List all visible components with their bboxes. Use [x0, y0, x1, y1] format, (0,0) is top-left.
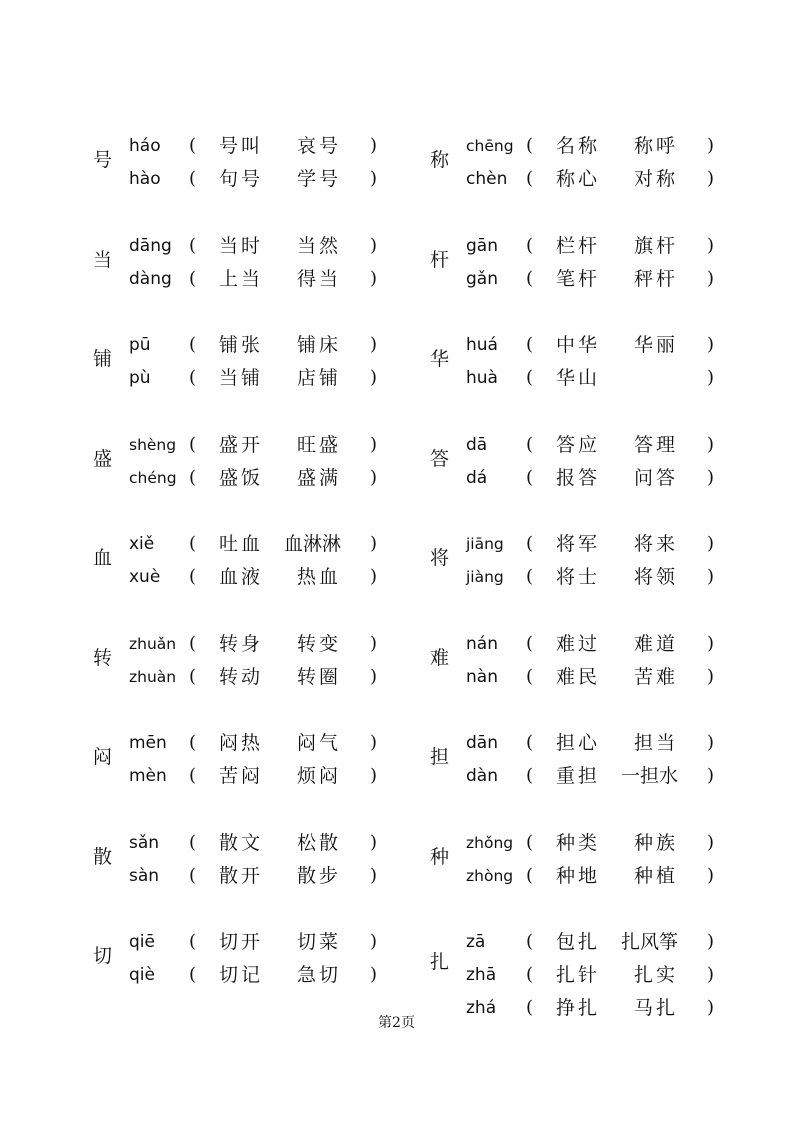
open-paren: ( — [526, 466, 534, 488]
close-paren: ) — [707, 931, 715, 952]
open-paren: ( — [189, 267, 197, 289]
pinyin: zhá — [466, 998, 497, 1018]
close-paren: ) — [370, 367, 378, 388]
pinyin: dàn — [466, 766, 498, 786]
open-paren: ( — [526, 732, 534, 753]
reading-line — [129, 366, 469, 390]
polyphone-character: 答 — [430, 447, 450, 470]
reading-line — [466, 731, 793, 755]
example-word: 难过 — [556, 632, 601, 655]
open-paren: ( — [189, 632, 197, 654]
example-word: 店铺 — [297, 367, 342, 389]
example-word: 一担水 — [621, 765, 679, 787]
reading-line — [466, 565, 793, 589]
example-word: 转变 — [297, 632, 342, 655]
close-paren: ) — [707, 997, 715, 1018]
pinyin: mèn — [129, 766, 167, 786]
polyphone-entry — [93, 731, 473, 797]
pinyin: hào — [129, 169, 161, 189]
reading-line — [129, 333, 469, 357]
example-word: 号叫 — [219, 135, 264, 157]
reading-line — [129, 565, 469, 589]
close-paren: ) — [707, 433, 715, 455]
close-paren: ) — [707, 466, 715, 488]
reading-line — [129, 134, 469, 158]
reading-line — [466, 864, 793, 888]
close-paren: ) — [370, 533, 378, 554]
polyphone-character: 铺 — [93, 348, 113, 370]
example-word: 将领 — [634, 566, 679, 588]
reading-line — [129, 433, 469, 457]
pinyin: zhā — [466, 965, 497, 985]
pinyin: dā — [466, 434, 488, 455]
pinyin: pù — [129, 368, 151, 388]
close-paren: ) — [707, 267, 715, 289]
example-word: 盛满 — [297, 466, 342, 489]
polyphone-entry — [430, 831, 793, 897]
open-paren: ( — [189, 168, 197, 189]
pinyin: zhòng — [466, 866, 514, 885]
example-word: 栏杆 — [556, 234, 601, 257]
example-word: 笔杆 — [556, 267, 601, 290]
pinyin: nán — [466, 633, 498, 654]
polyphone-entry — [93, 532, 473, 598]
example-word: 包扎 — [556, 931, 601, 953]
pinyin: pū — [129, 335, 151, 355]
polyphone-entry — [93, 930, 473, 996]
polyphone-character: 号 — [93, 149, 113, 171]
polyphone-entry — [93, 632, 473, 698]
reading-line — [466, 532, 793, 556]
example-word: 盛开 — [219, 433, 264, 456]
open-paren: ( — [526, 765, 534, 786]
polyphone-entry — [430, 731, 793, 797]
polyphone-entry — [430, 632, 793, 698]
example-word: 将军 — [556, 533, 601, 555]
example-word: 烦闷 — [297, 765, 342, 787]
pinyin: mēn — [129, 733, 167, 753]
close-paren: ) — [707, 367, 715, 388]
reading-line — [129, 731, 469, 755]
example-word: 切记 — [219, 964, 264, 986]
reading-line — [466, 267, 793, 291]
reading-line — [466, 764, 793, 788]
example-word: 散文 — [219, 831, 264, 854]
polyphone-character: 闷 — [93, 746, 113, 768]
open-paren: ( — [526, 168, 534, 189]
reading-line — [129, 963, 469, 987]
reading-line — [466, 963, 793, 987]
example-word: 中华 — [556, 334, 601, 356]
close-paren: ) — [370, 168, 378, 189]
example-word: 答理 — [634, 433, 679, 456]
example-word: 当铺 — [219, 367, 264, 389]
example-word: 血液 — [219, 566, 264, 588]
reading-line — [129, 632, 469, 656]
close-paren: ) — [707, 168, 715, 189]
close-paren: ) — [707, 334, 715, 355]
close-paren: ) — [370, 864, 378, 886]
example-word: 铺床 — [297, 334, 342, 356]
reading-line — [466, 665, 793, 689]
pinyin: qiè — [129, 965, 155, 985]
open-paren: ( — [526, 632, 534, 654]
example-word: 担当 — [634, 732, 679, 754]
example-word: 马扎 — [634, 997, 679, 1019]
open-paren: ( — [526, 334, 534, 355]
polyphone-character: 杆 — [430, 248, 450, 271]
open-paren: ( — [189, 533, 197, 554]
example-word: 转圈 — [297, 665, 342, 688]
close-paren: ) — [707, 533, 715, 554]
example-word: 血淋淋 — [284, 533, 342, 555]
open-paren: ( — [189, 234, 197, 256]
example-word: 对称 — [634, 168, 679, 190]
reading-line — [466, 134, 793, 158]
close-paren: ) — [707, 234, 715, 256]
example-word: 苦难 — [634, 665, 679, 688]
open-paren: ( — [526, 566, 534, 587]
reading-line — [466, 333, 793, 357]
close-paren: ) — [707, 765, 715, 786]
pinyin: sǎn — [129, 832, 160, 853]
open-paren: ( — [526, 234, 534, 256]
pinyin: nàn — [466, 666, 498, 687]
close-paren: ) — [370, 765, 378, 786]
example-word: 散开 — [219, 864, 264, 887]
reading-line — [466, 632, 793, 656]
close-paren: ) — [370, 135, 378, 156]
pinyin: jiàng — [466, 568, 504, 586]
pinyin: chéng — [129, 468, 177, 487]
open-paren: ( — [189, 466, 197, 488]
close-paren: ) — [370, 964, 378, 985]
polyphone-character: 称 — [430, 149, 450, 171]
example-word: 挣扎 — [556, 997, 601, 1019]
example-word: 松散 — [297, 831, 342, 854]
polyphone-character: 华 — [430, 348, 450, 370]
polyphone-character: 切 — [93, 945, 113, 967]
example-word: 难民 — [556, 665, 601, 688]
close-paren: ) — [707, 831, 715, 853]
polyphone-character: 将 — [430, 547, 450, 569]
reading-line — [129, 930, 469, 954]
pinyin: háo — [129, 136, 161, 156]
pinyin: shèng — [129, 435, 177, 454]
example-word: 切菜 — [297, 931, 342, 953]
open-paren: ( — [189, 732, 197, 753]
open-paren: ( — [526, 831, 534, 853]
open-paren: ( — [189, 566, 197, 587]
example-word: 种地 — [556, 864, 601, 887]
example-word: 扎风筝 — [621, 931, 679, 953]
open-paren: ( — [526, 367, 534, 388]
example-word: 种族 — [634, 831, 679, 854]
open-paren: ( — [526, 997, 534, 1018]
open-paren: ( — [526, 433, 534, 455]
example-word: 当时 — [219, 234, 264, 257]
pinyin: dān — [466, 733, 498, 753]
example-word: 铺张 — [219, 334, 264, 356]
reading-line — [129, 831, 469, 855]
reading-line — [466, 930, 793, 954]
close-paren: ) — [370, 931, 378, 952]
close-paren: ) — [370, 466, 378, 488]
example-word: 学号 — [297, 168, 342, 190]
polyphone-character: 担 — [430, 746, 450, 768]
pinyin: dàng — [129, 268, 172, 289]
example-word: 旺盛 — [297, 433, 342, 456]
example-word: 华丽 — [634, 334, 679, 356]
example-word: 哀号 — [297, 135, 342, 157]
example-word: 种类 — [556, 831, 601, 854]
pinyin: dá — [466, 467, 488, 488]
pinyin: chēng — [466, 137, 514, 155]
pinyin: gān — [466, 235, 498, 256]
example-word: 切开 — [219, 931, 264, 953]
reading-line — [129, 764, 469, 788]
close-paren: ) — [370, 566, 378, 587]
polyphone-character: 种 — [430, 845, 450, 868]
example-word: 散步 — [297, 864, 342, 887]
pinyin: huà — [466, 368, 498, 388]
example-word: 转身 — [219, 632, 264, 655]
close-paren: ) — [707, 732, 715, 753]
example-word: 盛饭 — [219, 466, 264, 489]
open-paren: ( — [189, 964, 197, 985]
polyphone-entry — [93, 134, 473, 200]
open-paren: ( — [526, 135, 534, 156]
example-word: 称心 — [556, 168, 601, 190]
polyphone-character: 当 — [93, 248, 113, 271]
open-paren: ( — [526, 665, 534, 687]
example-word: 担心 — [556, 732, 601, 754]
open-paren: ( — [189, 135, 197, 156]
example-word: 旗杆 — [634, 234, 679, 257]
reading-line — [129, 267, 469, 291]
polyphone-character: 散 — [93, 845, 113, 868]
polyphone-entry — [430, 234, 793, 300]
reading-line — [129, 466, 469, 490]
close-paren: ) — [370, 831, 378, 853]
close-paren: ) — [370, 433, 378, 455]
polyphone-entry — [430, 532, 793, 598]
pinyin: zā — [466, 932, 486, 952]
close-paren: ) — [370, 632, 378, 654]
reading-line — [129, 864, 469, 888]
open-paren: ( — [526, 964, 534, 985]
open-paren: ( — [189, 931, 197, 952]
pinyin: sàn — [129, 865, 160, 886]
open-paren: ( — [526, 267, 534, 289]
polyphone-entry — [430, 134, 793, 200]
example-word: 报答 — [556, 466, 601, 489]
example-word: 转动 — [219, 665, 264, 688]
pinyin: chèn — [466, 169, 508, 189]
reading-line — [466, 167, 793, 191]
polyphone-character: 扎 — [430, 951, 450, 973]
example-word: 急切 — [297, 964, 342, 986]
open-paren: ( — [189, 864, 197, 886]
polyphone-character: 盛 — [93, 447, 113, 470]
example-word: 苦闷 — [219, 765, 264, 787]
example-word: 华山 — [556, 367, 601, 389]
close-paren: ) — [370, 234, 378, 256]
open-paren: ( — [526, 864, 534, 886]
open-paren: ( — [189, 334, 197, 355]
example-word: 名称 — [556, 135, 601, 157]
example-word: 称呼 — [634, 135, 679, 157]
reading-line — [466, 234, 793, 258]
pinyin: gǎn — [466, 268, 498, 289]
pinyin: jiāng — [466, 535, 504, 553]
reading-line — [129, 167, 469, 191]
reading-line — [129, 665, 469, 689]
open-paren: ( — [189, 765, 197, 786]
polyphone-entry — [93, 333, 473, 399]
example-word: 闷热 — [219, 732, 264, 754]
polyphone-character: 转 — [93, 646, 113, 669]
close-paren: ) — [370, 267, 378, 289]
example-word: 将来 — [634, 533, 679, 555]
example-word: 种植 — [634, 864, 679, 887]
example-word: 重担 — [556, 765, 601, 787]
close-paren: ) — [707, 632, 715, 654]
polyphone-entry — [430, 433, 793, 499]
example-word: 闷气 — [297, 732, 342, 754]
pinyin: dāng — [129, 235, 172, 256]
example-word: 得当 — [297, 267, 342, 290]
pinyin: zhǒng — [466, 833, 514, 852]
close-paren: ) — [707, 864, 715, 886]
open-paren: ( — [189, 367, 197, 388]
page-number: 第2页 — [378, 1015, 415, 1031]
open-paren: ( — [189, 665, 197, 687]
pinyin: zhuǎn — [129, 634, 177, 653]
polyphone-entry — [93, 831, 473, 897]
polyphone-entry — [93, 234, 473, 300]
pinyin: xiě — [129, 534, 155, 554]
reading-line — [466, 433, 793, 457]
example-word: 秤杆 — [634, 267, 679, 290]
polyphone-entry — [93, 433, 473, 499]
close-paren: ) — [707, 135, 715, 156]
reading-line — [129, 532, 469, 556]
example-word: 难道 — [634, 632, 679, 655]
polyphone-character: 难 — [430, 646, 450, 669]
close-paren: ) — [370, 334, 378, 355]
pinyin: xuè — [129, 567, 161, 587]
open-paren: ( — [189, 831, 197, 853]
example-word: 扎针 — [556, 964, 601, 986]
open-paren: ( — [189, 433, 197, 455]
close-paren: ) — [707, 964, 715, 985]
example-word: 句号 — [219, 168, 264, 190]
example-word: 问答 — [634, 466, 679, 489]
example-word: 扎实 — [634, 964, 679, 986]
reading-line — [129, 234, 469, 258]
pinyin: zhuàn — [129, 667, 177, 686]
example-word: 上当 — [219, 267, 264, 290]
close-paren: ) — [707, 566, 715, 587]
close-paren: ) — [370, 665, 378, 687]
polyphone-character: 血 — [93, 547, 113, 569]
open-paren: ( — [526, 533, 534, 554]
example-word: 当然 — [297, 234, 342, 257]
open-paren: ( — [526, 931, 534, 952]
close-paren: ) — [707, 665, 715, 687]
example-word: 答应 — [556, 433, 601, 456]
example-word: 吐血 — [219, 533, 264, 555]
pinyin: qiē — [129, 932, 155, 952]
example-word: 热血 — [297, 566, 342, 588]
polyphone-entry — [430, 333, 793, 399]
example-word: 将士 — [556, 566, 601, 588]
reading-line — [466, 831, 793, 855]
close-paren: ) — [370, 732, 378, 753]
pinyin: huá — [466, 335, 498, 355]
reading-line — [466, 366, 793, 390]
reading-line — [466, 466, 793, 490]
